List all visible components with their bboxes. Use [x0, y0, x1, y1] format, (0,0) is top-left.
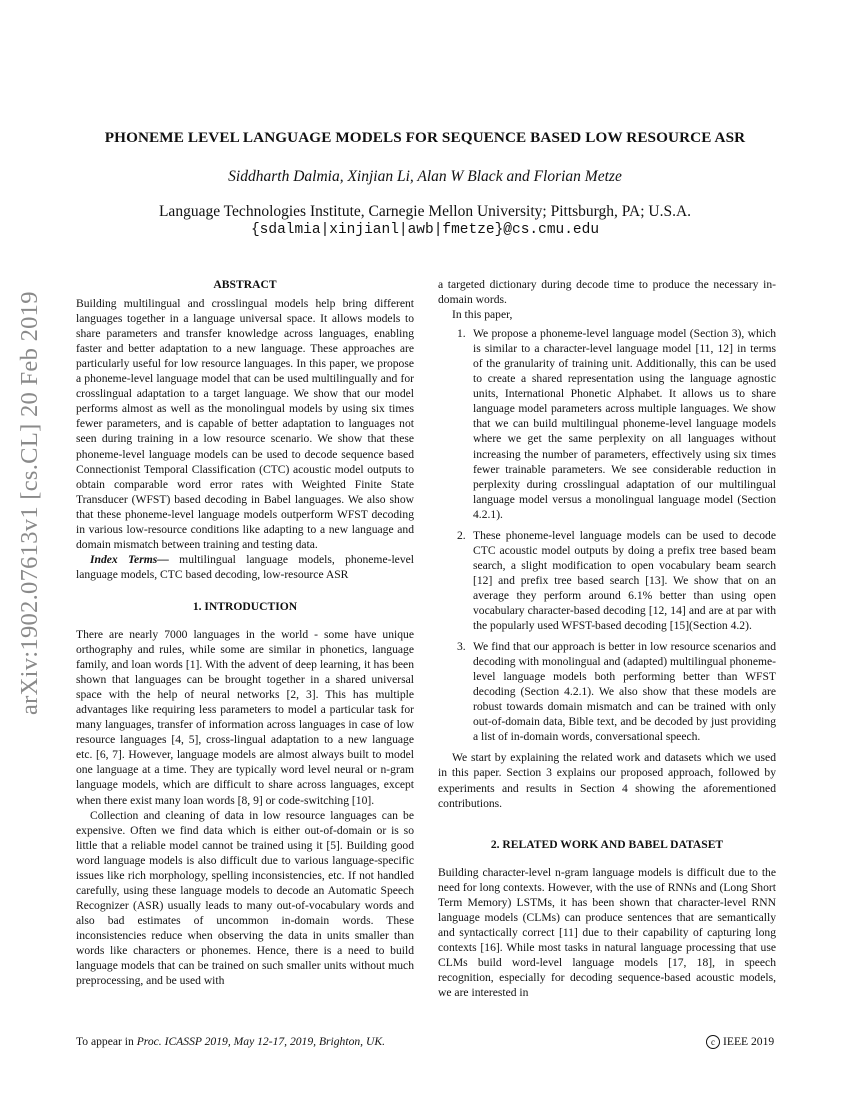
contribution-item	[438, 639, 776, 744]
intro-paragraph-3: In this paper,	[452, 308, 513, 322]
copyright-icon: c	[706, 1035, 720, 1049]
related-heading: 2. RELATED WORK AND BABEL DATASET	[490, 837, 724, 851]
footer-copyright	[706, 1035, 774, 1049]
abstract-text: Building multilingual and crosslingual models help bring different languages together in a language universal space. It allows models to share parameters and transfer knowledge across languages, enabling faster and better adaptation to a new language. These approaches are particularly useful for low resource languages. In this paper, we propose a phoneme-level language model that can be used multilingually and for crosslingual adaptation to a target language. We show that our model performs almost as well as the monolingual models by using six times fewer parameters, and is capable of better adaptation to languages not seen during training in a low resource scenario. We show that these phoneme-level language models can be used to decode sequence based Connectionist Temporal Classification (CTC) acoustic model outputs to obtain comparable word error rates with Weighted Finite State Transducer (WFST) based decoding in Babel languages. We also show that these phoneme-level language models outperform WFST decoding in various low-resource conditions like adapting to a new language and domain mismatch between training and testing data.	[76, 297, 414, 551]
contribution-number: 1.	[457, 327, 466, 341]
footer-prefix: To appear in	[76, 1035, 137, 1048]
related-paragraph-1: Building character-level n-gram language models is difficult due to the need for long contexts. However, with the use of RNNs and (Long Short Term Memory) LSTMs, it has been shown that character-level RNN language models (CLMs) can produce sentences that are semantically and syntactically correct [11] due to their capability of capturing long contexts [16]. While most tasks in natural language processing that use CLMs build word-level language models [17, 18], in speech recognition, especially for decoding sequence-based acoustic models, we are interested in	[438, 865, 776, 1000]
left-column	[76, 277, 414, 988]
contribution-item	[438, 528, 776, 633]
index-terms-label: Index Terms—	[90, 552, 169, 566]
intro-paragraph-2: Collection and cleaning of data in low resource languages can be expensive. Often we find data which is either out-of-domain or is so little that a reliable model cannot be trained using it [5]. Building good word language models is also difficult due to various language-specific issues like rich morphology, spelling inconsistencies, etc. If not handled carefully, using these language models to decode an Automatic Speech Recognizer (ASR) usually leads to many out-of-vocabulary words and also bad estimates of uncommon in-domain words. These inconsistencies reduce when observing the data in units smaller than words like characters or phonemes. Hence, there is a need to build language models that can be trained on such smaller units without much preprocessing, and be used with	[76, 808, 414, 988]
index-terms-text: multilingual language models, phoneme-level language models, CTC based decoding, low-resource ASR	[76, 552, 414, 581]
footer-venue-text: Proc. ICASSP 2019, May 12-17, 2019, Brighton, UK.	[136, 1035, 385, 1048]
contribution-number: 2.	[457, 528, 466, 542]
paper-affiliation: Language Technologies Institute, Carnegie Mellon University; Pittsburgh, PA; U.S.A.	[158, 203, 692, 220]
right-column	[438, 277, 776, 1000]
paper-authors: Siddharth Dalmia, Xinjian Li, Alan W Black and Florian Metze	[228, 168, 622, 185]
intro-paragraph-4: We start by explaining the related work and datasets which we used in this paper. Section 3 explains our proposed approach, followed by experiments and results in Section 4 showing the aforementioned contributions.	[438, 751, 776, 810]
contribution-text: We find that our approach is better in low resource scenarios and decoding with monolingual and (adapted) multilingual phoneme-level language models both performing better than WFST decoding (Section 4.2.1). We also show that these models are robust towards domain mismatch and can be trained with only out-of-domain data, Bible text, and be decoded by just providing a list of in-domain words, conversational speech.	[473, 640, 776, 744]
footer-venue	[76, 1035, 385, 1048]
contribution-text: These phoneme-level language models can be used to decode CTC acoustic model outputs by doing a prefix tree based beam search, a slight modification to open vocabulary beam search [12] and prefix tree based search [13]. We show that on an average they perform around 6.1% better than using open vocabulary character-based decoding [12, 14] and are at par with the popularly used WFST-based decoding [15](Section 4.2).	[473, 528, 776, 633]
contribution-item	[438, 326, 776, 522]
intro-paragraph-1: There are nearly 7000 languages in the world - some have unique orthography and rules, while some are similar in phonetics, language family, and loan words [1]. With the advent of deep learning, it has been shown that languages can be brought together in a shared universal space with the help of neural networks [2, 3]. This has multiple advantages like requiring less parameters to model a particular task for many languages, transfer of information across languages in case of low resource languages [4, 5], cross-lingual adaptation to a new language etc. [6, 7]. However, language models are almost always built to model one language at a time. They are typically word level neural or n-gram language models, which are difficult to share across languages, except when there exist many loan words [8, 9] or code-switching [10].	[76, 627, 414, 807]
arxiv-watermark: arXiv:1902.07613v1 [cs.CL] 20 Feb 2019	[16, 291, 43, 715]
contribution-text: We propose a phoneme-level language model (Section 3), which is similar to a character-level language model [11, 12] in terms of the granularity of training unit. Additionally, this can be used to create a shared representation using the language agnostic units, International Phonetic Alphabet. It allows us to share language model parameters across multiple languages. We show that we can build multilingual phoneme-level language models where we get the same perplexity on all languages without increasing the number of parameters, effectively using six times fewer trainable parameters. We see considerable reduction in perplexity during crosslingual adaptation of our multilingual language model versus a monolingual language model (Section 4.2.1).	[473, 327, 776, 521]
intro-heading: 1. INTRODUCTION	[192, 599, 298, 613]
index-terms	[76, 552, 414, 582]
paper-title: PHONEME LEVEL LANGUAGE MODELS FOR SEQUENCE BASED LOW RESOURCE ASR	[104, 129, 746, 146]
abstract-heading: ABSTRACT	[213, 278, 277, 291]
contribution-number: 3.	[457, 640, 466, 654]
copyright-text: IEEE 2019	[723, 1035, 775, 1048]
intro-paragraph-2-continued: a targeted dictionary during decode time to produce the necessary in-domain words.	[438, 278, 776, 307]
contributions-list	[438, 326, 776, 744]
paper-email[interactable]: {sdalmia|xinjianl|awb|fmetze}@cs.cmu.edu	[250, 222, 600, 238]
